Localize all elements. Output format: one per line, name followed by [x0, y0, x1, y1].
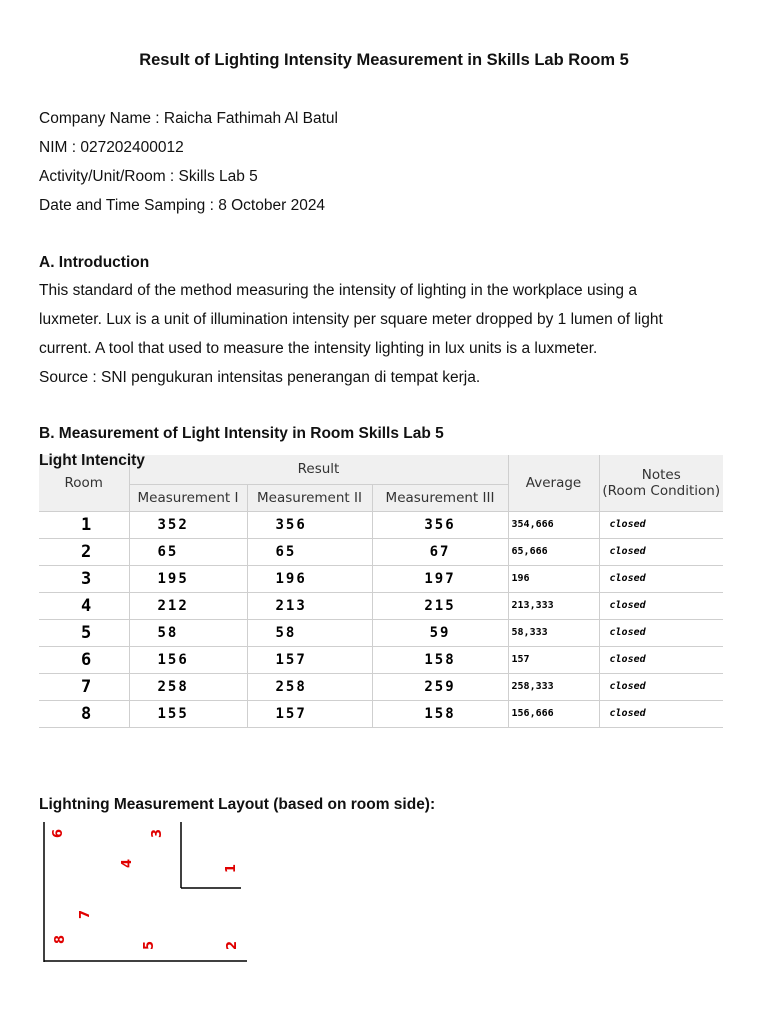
cell-m3: 158: [372, 646, 508, 673]
cell-average: 156,666: [508, 700, 599, 727]
header-measurement-2: Measurement II: [247, 484, 372, 511]
cell-m2: 213: [247, 592, 372, 619]
date-sampling: Date and Time Samping : 8 October 2024: [39, 197, 326, 214]
header-notes-sub: (Room Condition): [602, 482, 721, 499]
cell-m1: 212: [129, 592, 247, 619]
cell-average: 213,333: [508, 592, 599, 619]
cell-m3: 67: [372, 538, 508, 565]
table-row: [39, 673, 723, 700]
cell-m3: 59: [372, 619, 508, 646]
cell-m3: 259: [372, 673, 508, 700]
point-label: 2: [225, 940, 240, 950]
cell-m2: 58: [247, 619, 372, 646]
cell-average: 65,666: [508, 538, 599, 565]
header-result: Result: [129, 455, 508, 484]
company-name: Company Name : Raicha Fathimah Al Batul: [39, 110, 338, 127]
cell-average: 258,333: [508, 673, 599, 700]
header-notes: [599, 455, 723, 511]
table-caption: Light Intencity: [39, 452, 145, 469]
cell-note: closed: [599, 538, 723, 565]
cell-m3: 197: [372, 565, 508, 592]
cell-room: 1: [39, 511, 129, 538]
cell-room: 8: [39, 700, 129, 727]
cell-note: closed: [599, 700, 723, 727]
point-label: 8: [53, 934, 68, 944]
cell-average: 354,666: [508, 511, 599, 538]
cell-note: closed: [599, 673, 723, 700]
measurement-heading: B. Measurement of Light Intensity in Room Skills Lab 5: [39, 425, 444, 442]
table-row: [39, 646, 723, 673]
cell-m1: 65: [129, 538, 247, 565]
header-notes-label: Notes: [641, 466, 681, 483]
intro-line: luxmeter. Lux is a unit of illumination intensity per square meter dropped by 1 lumen of light: [39, 311, 663, 328]
cell-note: closed: [599, 646, 723, 673]
cell-room: 2: [39, 538, 129, 565]
cell-m1: 155: [129, 700, 247, 727]
point-label: 1: [224, 863, 239, 873]
cell-m2: 65: [247, 538, 372, 565]
cell-note: closed: [599, 592, 723, 619]
measurement-table: [39, 455, 723, 728]
cell-m1: 352: [129, 511, 247, 538]
cell-m2: 157: [247, 646, 372, 673]
cell-m1: 195: [129, 565, 247, 592]
point-label: 4: [120, 858, 135, 868]
point-label: 7: [78, 909, 93, 919]
intro-heading: A. Introduction: [39, 254, 150, 271]
cell-room: 6: [39, 646, 129, 673]
activity-room: Activity/Unit/Room : Skills Lab 5: [39, 168, 258, 185]
cell-room: 3: [39, 565, 129, 592]
cell-average: 196: [508, 565, 599, 592]
table-row: [39, 592, 723, 619]
intro-line: current. A tool that used to measure the intensity lighting in lux units is a luxmeter.: [39, 340, 598, 357]
cell-m2: 356: [247, 511, 372, 538]
cell-average: 58,333: [508, 619, 599, 646]
cell-m1: 258: [129, 673, 247, 700]
point-label: 5: [142, 940, 157, 950]
cell-m3: 158: [372, 700, 508, 727]
cell-m1: 58: [129, 619, 247, 646]
cell-room: 7: [39, 673, 129, 700]
cell-m3: 356: [372, 511, 508, 538]
point-label: 6: [51, 828, 66, 838]
layout-heading: Lightning Measurement Layout (based on room side):: [39, 796, 436, 813]
intro-line: Source : SNI pengukuran intensitas penerangan di tempat kerja.: [39, 369, 481, 386]
cell-room: 4: [39, 592, 129, 619]
cell-m2: 157: [247, 700, 372, 727]
table-row: [39, 565, 723, 592]
cell-average: 157: [508, 646, 599, 673]
page-title: Result of Lighting Intensity Measurement in Skills Lab Room 5: [139, 51, 629, 69]
cell-note: closed: [599, 565, 723, 592]
table-row: [39, 619, 723, 646]
header-measurement-3: Measurement III: [372, 484, 508, 511]
point-label: 3: [150, 828, 165, 838]
header-room: Room: [39, 455, 129, 511]
table-row: [39, 538, 723, 565]
cell-m1: 156: [129, 646, 247, 673]
cell-room: 5: [39, 619, 129, 646]
cell-m3: 215: [372, 592, 508, 619]
table-row: [39, 700, 723, 727]
cell-m2: 258: [247, 673, 372, 700]
header-average: Average: [508, 455, 599, 511]
table-row: [39, 511, 723, 538]
nim: NIM : 027202400012: [39, 139, 184, 156]
cell-note: closed: [599, 511, 723, 538]
cell-m2: 196: [247, 565, 372, 592]
cell-note: closed: [599, 619, 723, 646]
header-measurement-1: Measurement I: [129, 484, 247, 511]
room-layout-diagram: [42, 820, 252, 965]
intro-line: This standard of the method measuring the intensity of lighting in the workplace using a: [39, 282, 637, 299]
intro-paragraph: [39, 276, 739, 392]
